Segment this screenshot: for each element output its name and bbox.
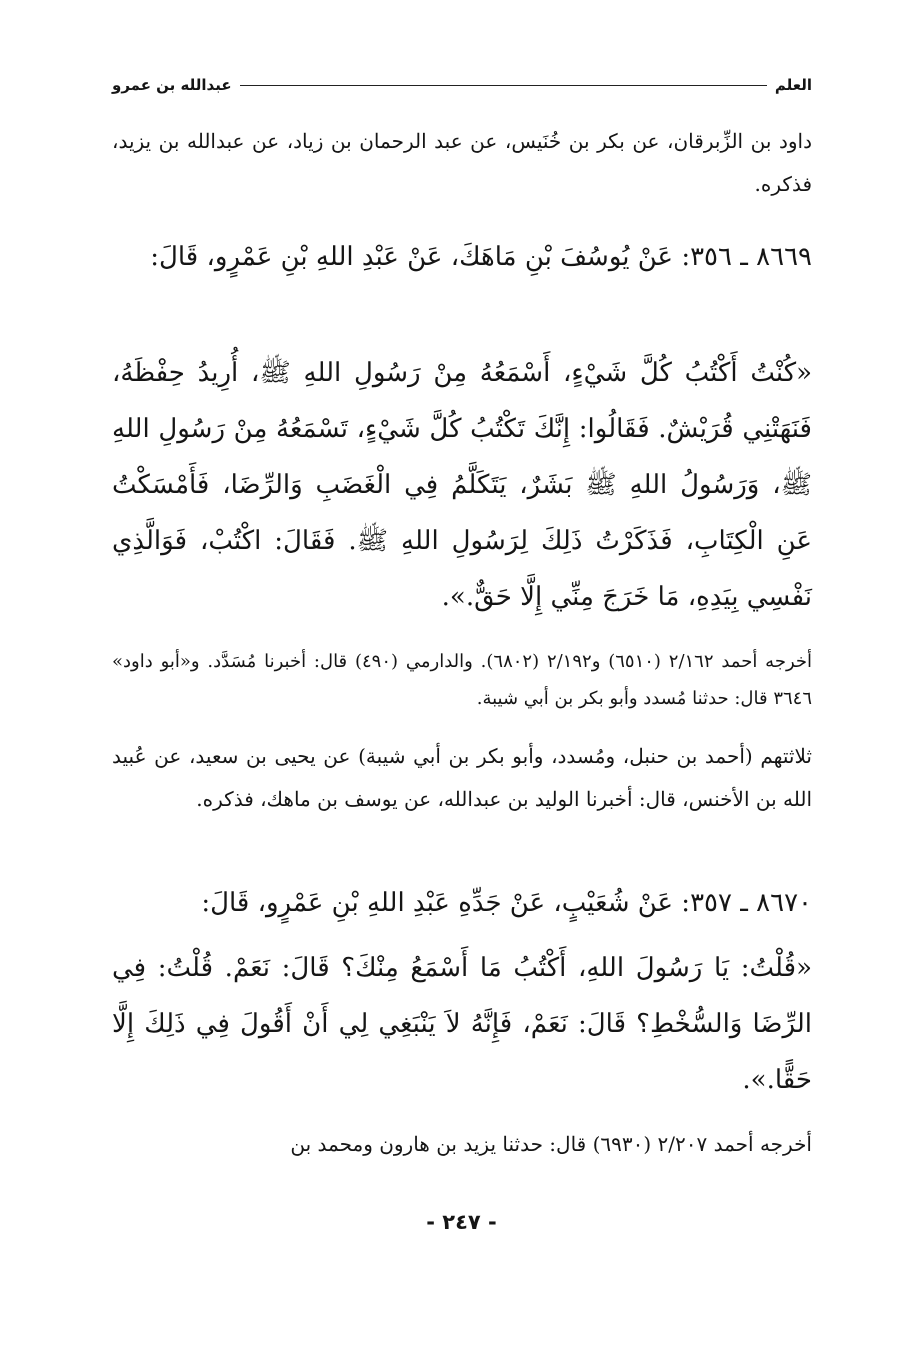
- header-rule: [240, 85, 767, 86]
- takhrij-8669: أخرجه أحمد ٢/١٦٢ (٦٥١٠) و٢/١٩٢ (٦٨٠٢). والدارمي (٤٩٠) قال: أخبرنا مُسَدَّد. و«أبو داود» ٣٦٤٦ قال: حدثنا مُسدد وأبو بكر بن أبي شيبة.: [112, 651, 813, 709]
- hadith-text-8670: «قُلْتُ: يَا رَسُولَ اللهِ، أَكْتُبُ مَا أَسْمَعُ مِنْكَ؟ قَالَ: نَعَمْ. قُلْتُ: فِي الرِّضَا وَالسُّخْطِ؟ قَالَ: نَعَمْ، فَإِنَّهُ لاَ يَنْبَغِي لِي أَنْ أَقُولَ فِي ذَلِكَ إِلَّا حَقًّا.».: [112, 953, 812, 1095]
- hadith-text-8669: «كُنْتُ أَكْتُبُ كُلَّ شَيْءٍ، أَسْمَعُهُ مِنْ رَسُولِ اللهِ ﷺ، أُرِيدُ حِفْظَهُ، فَنَهَتْنِي قُرَيْشٌ. فَقَالُوا: إِنَّكَ تَكْتُبُ كُلَّ شَيْءٍ، تَسْمَعُهُ مِنْ رَسُولِ اللهِ ﷺ، وَرَسُولُ اللهِ ﷺ بَشَرٌ، يَتَكَلَّمُ فِي الْغَضَبِ وَالرِّضَا، فَأَمْسَكْتُ عَنِ الْكِتَابِ، فَذَكَرْتُ ذَلِكَ لِرَسُولِ اللهِ ﷺ. فَقَالَ: اكْتُبْ، فَوَالَّذِي نَفْسِي بِيَدِهِ، مَا خَرَجَ مِنِّي إِلَّا حَقٌّ.».: [112, 358, 812, 612]
- running-header: [112, 70, 812, 100]
- header-chapter-title: العلم: [774, 76, 812, 94]
- hadith-heading-8669: ٨٦٦٩ ـ ٣٥٦: عَنْ يُوسُفَ بْنِ مَاهَكَ، عَنْ عَبْدِ اللهِ بْنِ عَمْرٍو، قَالَ:: [150, 242, 812, 272]
- header-companion-name: عبدالله بن عمرو: [112, 76, 232, 94]
- hadith-heading-8670: ٨٦٧٠ ـ ٣٥٧: عَنْ شُعَيْبٍ، عَنْ جَدِّهِ عَبْدِ اللهِ بْنِ عَمْرٍو، قَالَ:: [201, 888, 812, 918]
- takhrij-chain-8669: ثلاثتهم (أحمد بن حنبل، ومُسدد، وأبو بكر بن أبي شيبة) عن يحيى بن سعيد، عن عُبيد الله بن الأخنس، قال: أخبرنا الوليد بن عبدالله، عن يوسف بن ماهك، فذكره.: [112, 744, 812, 811]
- chain-continuation: داود بن الزِّبرقان، عن بكر بن خُنَيس، عن عبد الرحمان بن زياد، عن عبدالله بن يزيد، فذكره.: [112, 129, 812, 196]
- takhrij-8670: أخرجه أحمد ٢/٢٠٧ (٦٩٣٠) قال: حدثنا يزيد بن هارون ومحمد بن: [290, 1132, 812, 1156]
- page-number: - ٢٤٧ -: [426, 1210, 497, 1234]
